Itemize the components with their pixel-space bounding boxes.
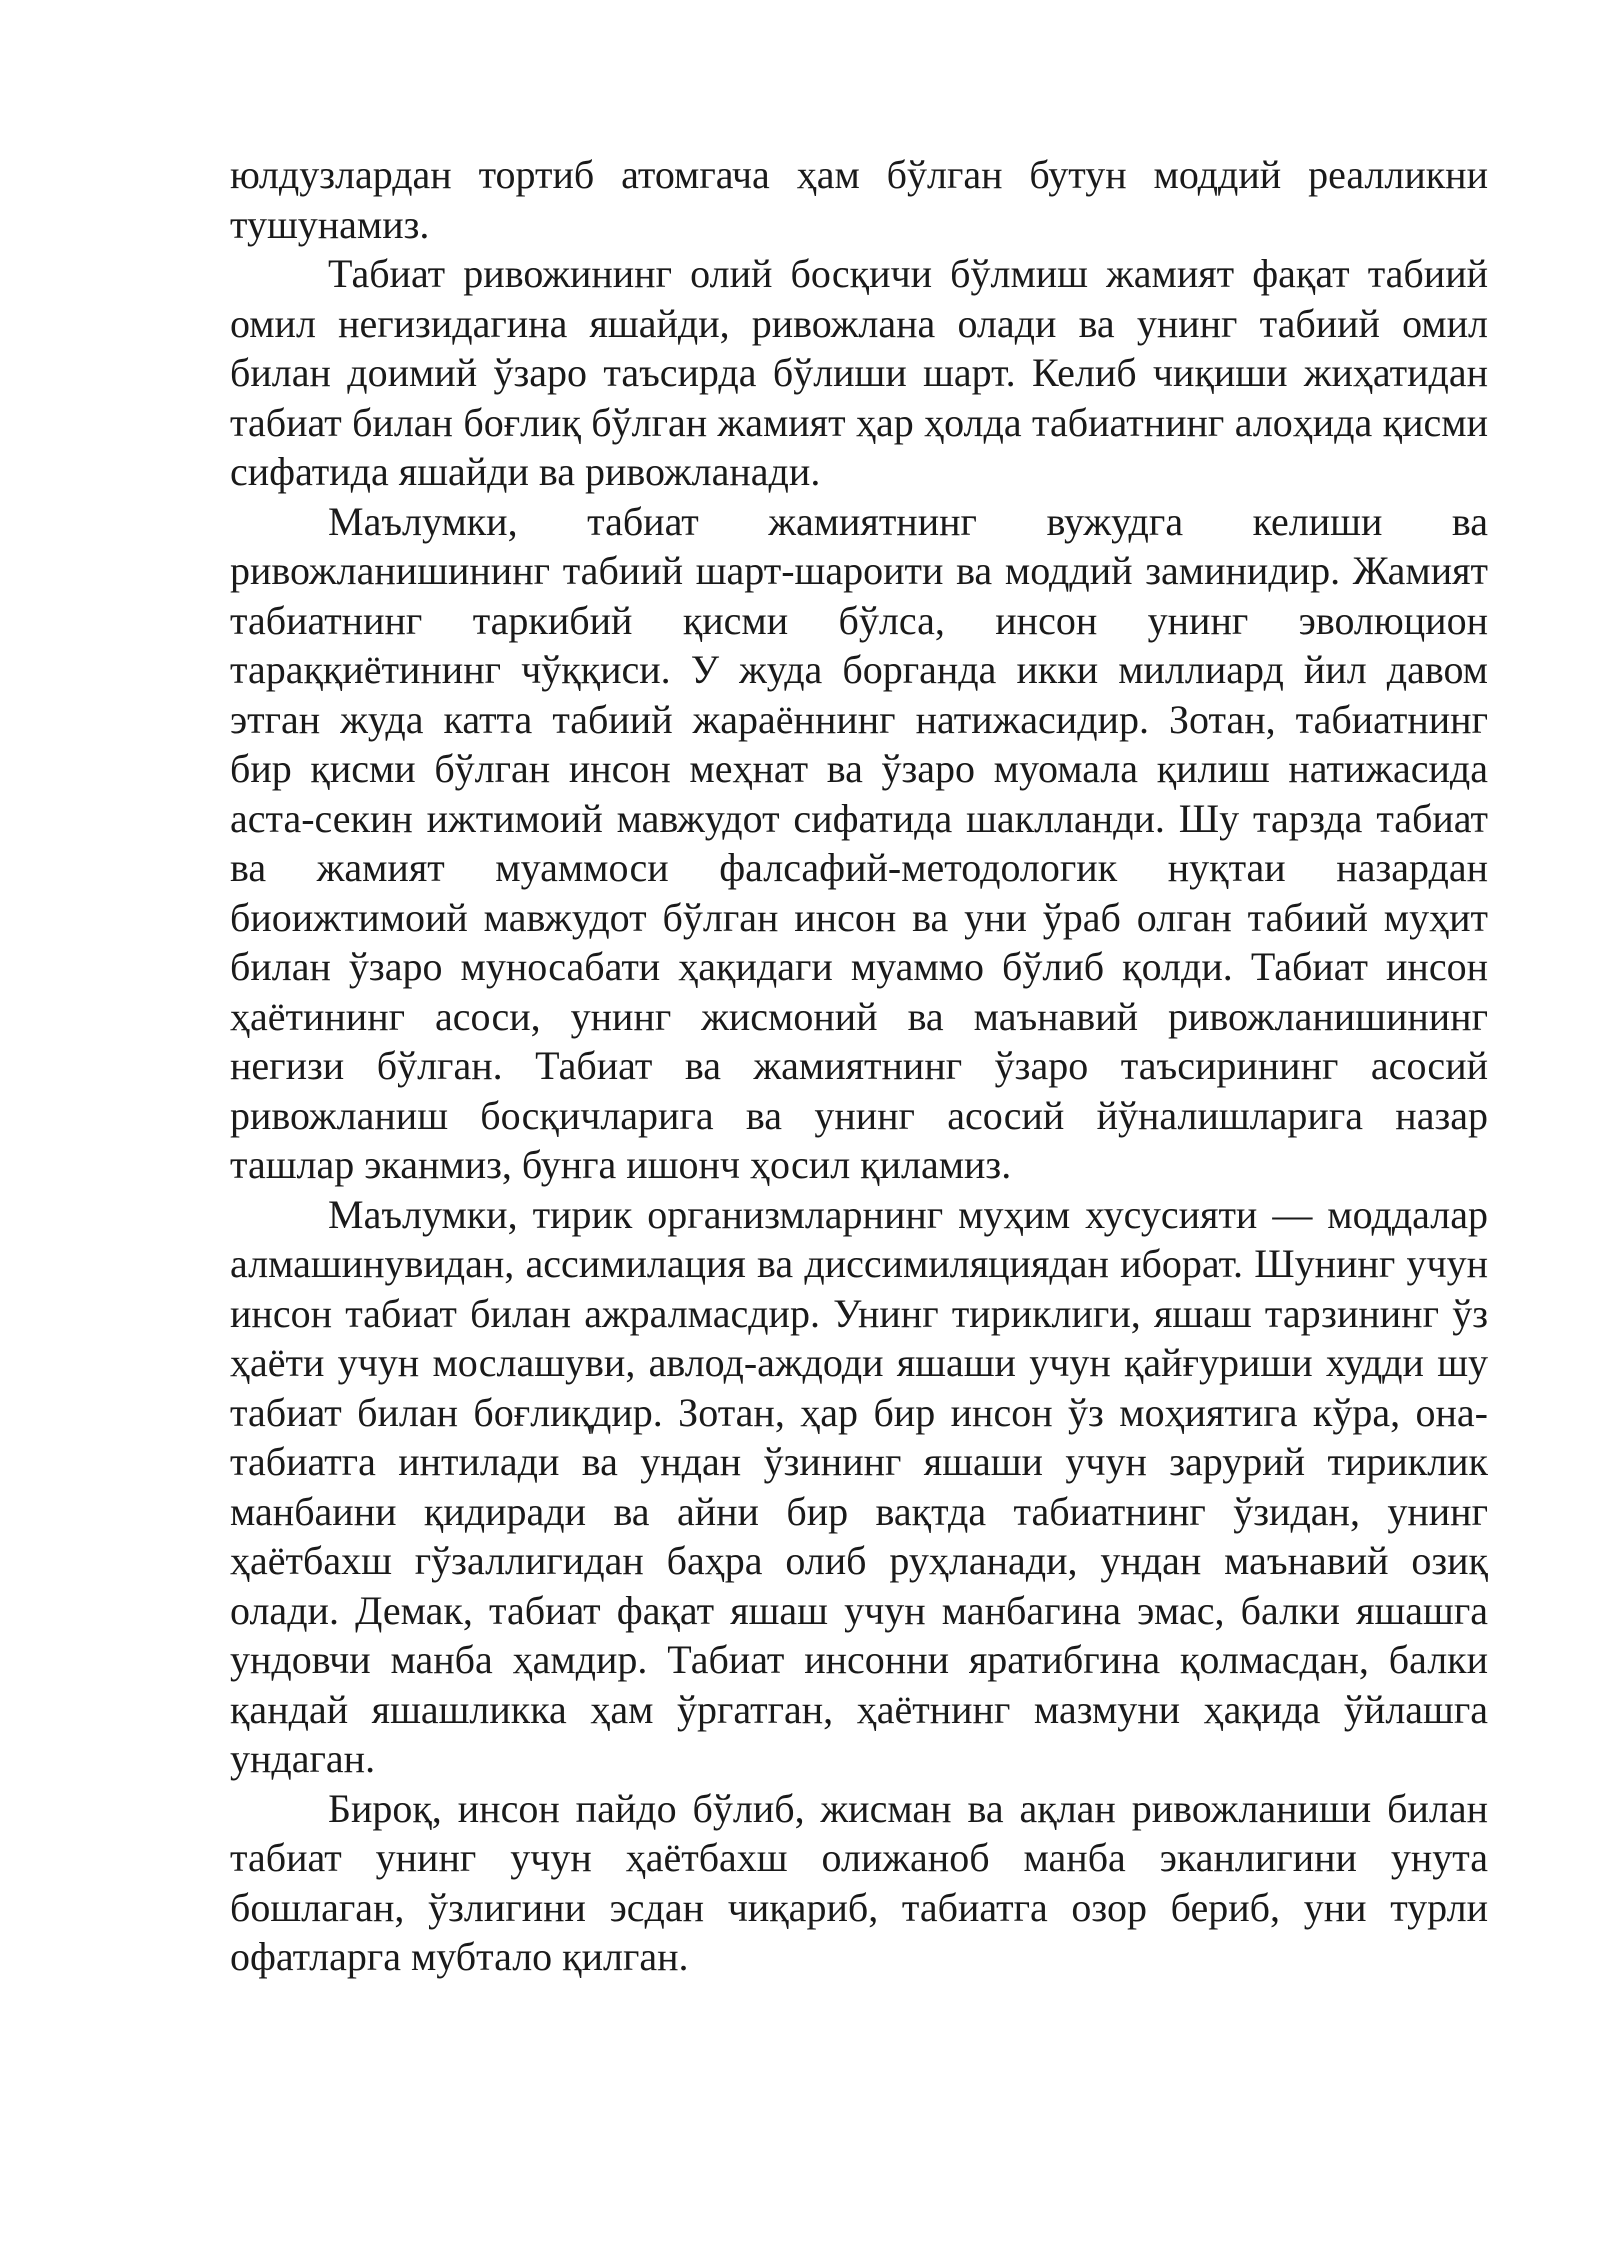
paragraph-however-human: Бироқ, инсон пайдо бўлиб, жисман ва ақлан ривожланиши билан табиат унинг учун ҳаётбахш олижаноб манба эканлигини унута бошлаган, ўзлигини эсдан чиқариб, табиатга озор бериб, уни турли офатларга мубтало қилган. [230,1785,1488,1979]
paragraph-nature-development: Табиат ривожининг олий босқичи бўлмиш жамият фақат табиий омил негизидагина яшайди, ривожлана олади ва унинг табиий омил билан доимий ўзаро таъсирда бўлиши шарт. Келиб чиқиши жиҳатидан табиат билан боғлиқ бўлган жамият ҳар ҳолда табиатнинг алоҳида қисми сифатида яшайди ва ривожланади. [230,251,1488,494]
document-page [230,150,1488,1982]
paragraph-nature-society-basis: Маълумки, табиат жамиятнинг вужудга келиши ва ривожланишининг табиий шарт-шароити ва моддий заминидир. Жамият табиатнинг таркибий қисми бўлса, инсон унинг эволюцион тараққиётининг чўққиси. У жуда борганда икки миллиард йил давом этган жуда катта табиий жараённинг натижасидир. Зотан, табиатнинг бир қисми бўлган инсон меҳнат ва ўзаро муомала қилиш натижасида аста-секин ижтимоий мавжудот сифатида шаклланди. Шу тарзда табиат ва жамият муаммоси фалсафий-методологик нуқтаи назардан биоижтимоий мавжудот бўлган инсон ва уни ўраб олган табиий муҳит билан ўзаро муносабати ҳақидаги муаммо бўлиб қолди. Табиат инсон ҳаётининг асоси, унинг жисмоний ва маънавий ривожланишининг негизи бўлган. Табиат ва жамиятнинг ўзаро таъсирининг асосий ривожланиш босқичларига ва унинг асосий йўналишларига назар ташлар эканмиз, бунга ишонч ҳосил қиламиз. [230,498,1488,1187]
paragraph-living-organisms: Маълумки, тирик организмларнинг муҳим хусусияти — моддалар алмашинувидан, ассимилация ва диссимиляциядан иборат. Шунинг учун инсон табиат билан ажралмасдир. Унинг тириклиги, яшаш тарзининг ўз ҳаёти учун мослашуви, авлод-аждоди яшаши учун қайғуриши худди шу табиат билан боғлиқдир. Зотан, ҳар бир инсон ўз моҳиятига кўра, она-табиатга интилади ва ундан ўзининг яшаши учун зарурий тириклик манбаини қидиради ва айни бир вақтда табиатнинг ўзидан, унинг ҳаётбахш гўзаллигидан баҳра олиб руҳланади, ундан маънавий озиқ олади. Демак, табиат фақат яшаш учун манбагина эмас, балки яшашга ундовчи манба ҳамдир. Табиат инсонни яратибгина қолмасдан, балки қандай яшашликка ҳам ўргатган, ҳаётнинг мазмуни ҳақида ўйлашга ундаган. [230,1191,1488,1781]
paragraph-continuation: юлдузлардан тортиб атомгача ҳам бўлган бутун моддий реалликни тушунамиз. [230,152,1488,247]
